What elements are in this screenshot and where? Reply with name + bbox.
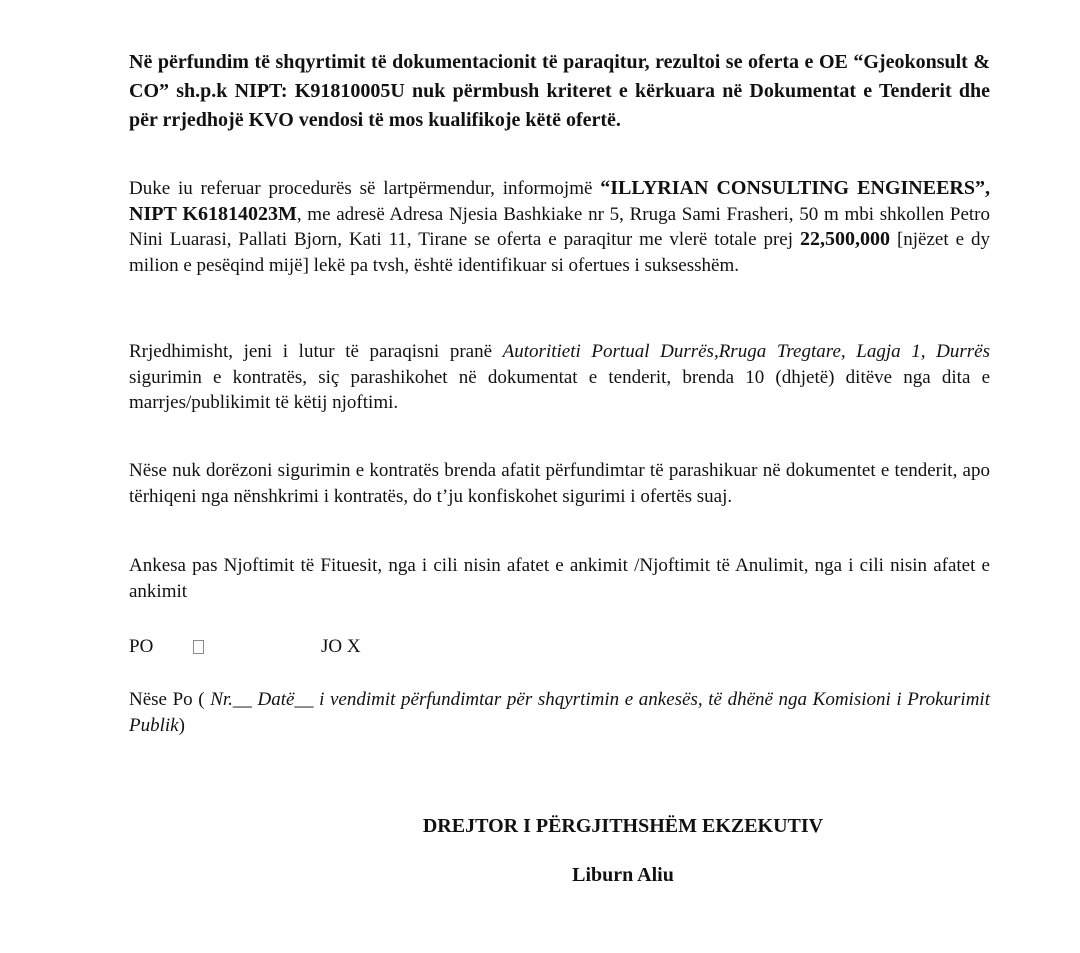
jo-label: JO X — [321, 636, 361, 657]
warning-paragraph: Nëse nuk dorëzoni sigurimin e kontratës brenda afatit përfundimtar të parashikuar në dokumentet e tenderit, apo tërhiqeni nga nënshkrimi i kontratës, do t’ju konfiskohet sigurimi i ofertës suaj. — [129, 460, 990, 507]
nese-po-details: Nr.__ Datë__ i vendimit përfundimtar për shqyrtimin e ankesës, të dhënë nga Komisioni i Prokurimit Publik — [129, 689, 990, 736]
authority-address: Autoritieti Portual Durrës,Rruga Tregtare, Lagja 1, Durrës — [502, 341, 990, 362]
po-label: PO — [129, 636, 154, 657]
nese-po-lead: Nëse Po ( — [129, 689, 211, 710]
signatory-name: Liburn Aliu — [572, 864, 674, 886]
disqualification-paragraph: Në përfundim të shqyrtimit të dokumentacionit të paraqitur, rezultoi se oferta e OE “Gjeokonsult & CO” sh.p.k NIPT: K91810005U nuk përmbush kriteret e kërkuara në Dokumentat e Tenderit dhe për rrjedhojë KVO vendosi të mos kualifikoje këtë ofertë. — [129, 51, 990, 131]
winner-tail: [njëzet e dy milion e pesëqind mijë] lekë pa tvsh, është identifikuar si ofertues i suksesshëm. — [129, 229, 991, 276]
winner-company: “ILLYRIAN CONSULTING ENGINEERS”, NIPT K61814023M — [129, 177, 990, 225]
nese-po-tail: ) — [178, 714, 185, 736]
complaint-paragraph: Ankesa pas Njoftimit të Fituesit, nga i cili nisin afatet e ankimit /Njoftimit të Anulimit, nga i cili nisin afatet e ankimit — [129, 555, 990, 602]
po-checkbox[interactable] — [193, 640, 204, 654]
winner-paragraph — [129, 176, 990, 278]
instruction-paragraph — [129, 339, 990, 416]
winner-address: , me adresë Adresa Njesia Bashkiake nr 5, Rruga Sami Frasheri, 50 m mbi shkollen Petro Nini Luarasi, Pallati Bjorn, Kati 11, Tirane se oferta e paraqitur me vlerë totale prej — [129, 203, 990, 250]
signatory-title: DREJTOR I PËRGJITHSHËM EKZEKUTIV — [422, 815, 824, 837]
instruction-lead: Rrjedhimisht, jeni i lutur të paraqisni pranë — [129, 341, 503, 362]
nese-po-paragraph — [129, 687, 990, 738]
instruction-tail: sigurimin e kontratës, siç parashikohet në dokumentat e tenderit, brenda 10 (dhjetë) ditëve nga dita e marrjes/publikimit të këtij njoftimi. — [129, 366, 990, 413]
offer-amount: 22,500,000 — [799, 228, 890, 250]
winner-lead: Duke iu referuar procedurës së lartpërmendur, informojmë — [129, 178, 601, 199]
